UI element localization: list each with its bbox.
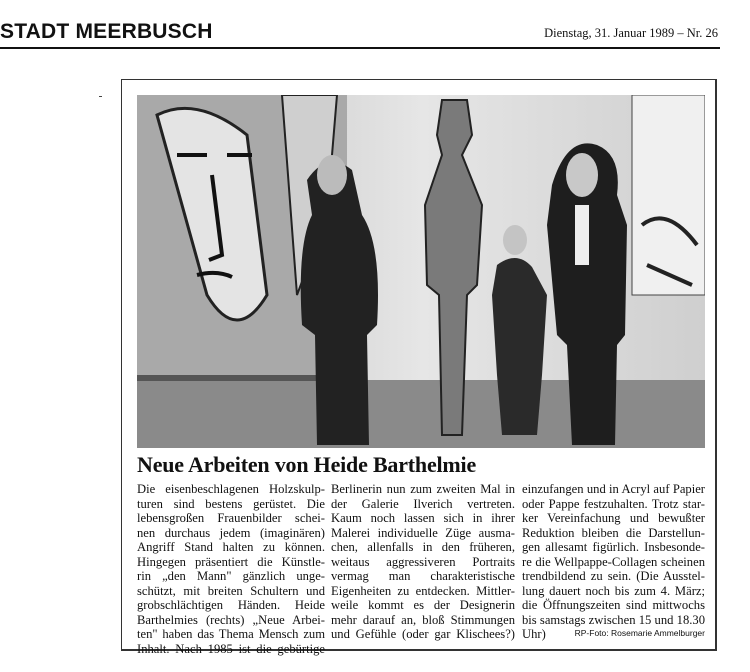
dateline: Dienstag, 31. Januar 1989 – Nr. 26 [544, 26, 718, 40]
text-line: schützt, mit breiten Schultern und [137, 583, 325, 598]
article-photo [137, 95, 705, 448]
text-line: gen allesamt figürlich. Insbesonde- [522, 540, 705, 554]
text-line: Die eisenbeschlagenen Holzskulp- [137, 482, 325, 496]
section-title: STADT MEERBUSCH [0, 20, 213, 43]
text-line: ten" haben das Thema Mensch zum [137, 627, 325, 641]
text-line: der Galerie Ilverich vertreten. [331, 496, 515, 511]
speck [99, 96, 102, 97]
photo-credit: RP-Foto: Rosemarie Ammelburger [574, 628, 705, 638]
text-line: Angriff Stand halten zu können. [137, 540, 325, 554]
header-rule [0, 47, 720, 49]
text-line: Kaum noch lassen sich in ihrer [331, 511, 515, 525]
text-line: Uhr) [522, 627, 546, 641]
text-line: trendbildend zu sein. (Die Ausstel- [522, 569, 705, 583]
text-line: weile kommt es der Designerin [331, 598, 515, 612]
text-line: nen durchaus jedem (imaginären) [137, 525, 325, 540]
text-line: Barthelmies (rechts) „Neue Arbei- [137, 612, 325, 627]
text-line: weitaus aggressiveren Portraits [331, 554, 515, 569]
article-column-2 [331, 482, 515, 642]
text-line: lung dauert noch bis zum 4. März; [522, 583, 705, 598]
text-line: grobschlächtigen Händen. Heide [137, 598, 325, 612]
article-column-1 [137, 482, 325, 656]
text-line: vermag man charakteristische [331, 569, 515, 583]
text-line: bis samstags zwischen 15 und 18.30 [522, 612, 705, 627]
text-line: Eigenheiten zu entdecken. Mittler- [331, 583, 515, 598]
text-line: Berlinerin nun zum zweiten Mal in [331, 482, 515, 496]
text-line: Malerei individuelle Züge ausma- [331, 525, 515, 540]
text-line: einzufangen und in Acryl auf Papier [522, 482, 705, 496]
text-line: oder Pappe festzuhalten. Trotz star- [522, 496, 705, 511]
text-line: mehr darauf an, bloß Stimmungen [331, 612, 515, 627]
article-column-3 [522, 482, 705, 642]
text-line: chen, allenfalls in den früheren, [331, 540, 515, 554]
text-line: Hingegen präsentiert die Künstle- [137, 554, 325, 569]
text-line: lebensgroßen Frauenbilder schei- [137, 511, 325, 525]
text-line: ker Vereinfachung und bewußter [522, 511, 705, 525]
text-line: Reduktion bleiben die Darstellun- [522, 525, 705, 540]
article-headline: Neue Arbeiten von Heide Barthelmie [137, 452, 477, 477]
text-line: Inhalt. Nach 1985 ist die gebürtige [137, 641, 325, 656]
text-line: rin „den Mann" gänzlich unge- [137, 569, 325, 583]
text-line: turen sind bestens gerüstet. Die [137, 496, 325, 511]
text-line: re die Wellpappe-Collagen scheinen [522, 554, 705, 569]
text-line: und Gefühle (oder gar Klischees?) [331, 627, 515, 641]
text-line: die Öffnungszeiten sind mittwochs [522, 598, 705, 612]
